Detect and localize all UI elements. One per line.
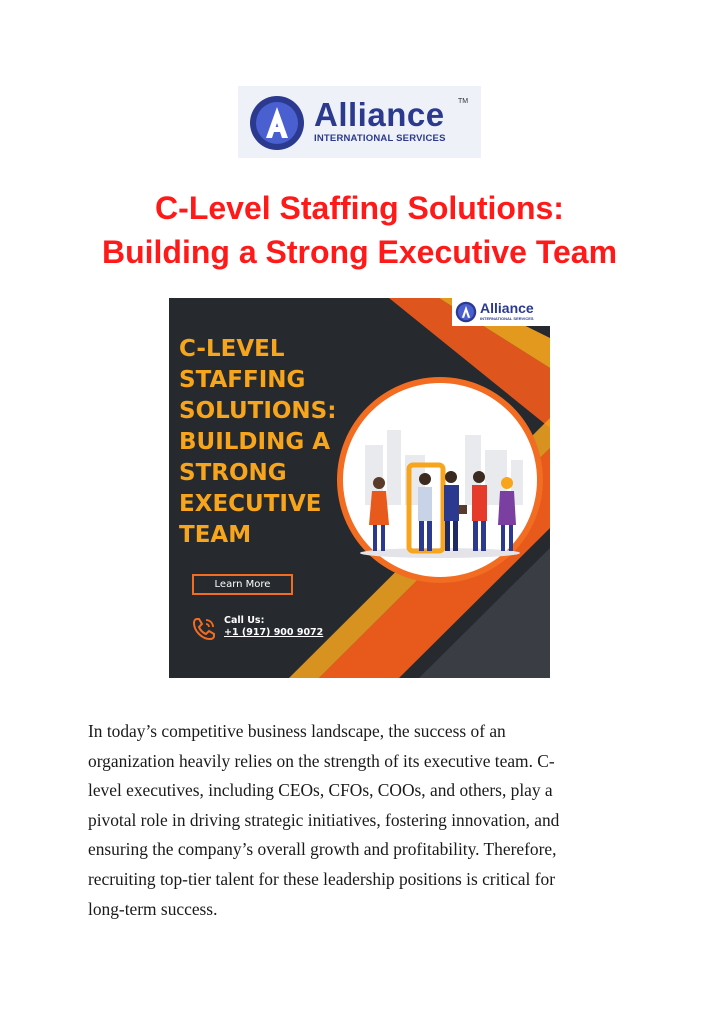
headline-line: C-LEVEL: [179, 336, 285, 362]
logo-subtitle: INTERNATIONAL SERVICES: [314, 133, 446, 144]
logo-mark-icon: [248, 94, 306, 152]
title-line-1: C-Level Staffing Solutions:: [155, 190, 564, 226]
mini-logo-brand: Alliance: [480, 300, 534, 316]
headline-line: STRONG: [179, 460, 287, 486]
promo-banner: [169, 298, 550, 678]
paragraph-line: In today’s competitive business landscape, the success of an: [88, 721, 506, 741]
headline-line: TEAM: [179, 522, 252, 548]
learn-more-button[interactable]: Learn More: [192, 574, 293, 595]
logo-brand-text: Alliance: [314, 96, 445, 133]
paragraph-line: recruiting top-tier talent for these leadership positions is critical for: [88, 868, 555, 889]
headline-line: SOLUTIONS:: [179, 398, 337, 424]
paragraph-line: level executives, including CEOs, CFOs, COOs, and others, play a: [88, 780, 553, 801]
headline-line: EXECUTIVE: [179, 491, 322, 517]
call-number-link[interactable]: +1 (917) 900 9072: [224, 627, 324, 638]
call-label: Call Us:: [224, 615, 265, 626]
alliance-logo: [238, 86, 481, 158]
paragraph-line: pivotal role in driving strategic initiatives, fostering innovation, and: [88, 809, 560, 830]
paragraph-line: organization heavily relies on the strength of its executive team. C-: [88, 750, 555, 771]
headline-line: STAFFING: [179, 367, 306, 393]
title-line-2: Building a Strong Executive Team: [101, 234, 618, 270]
logo-trademark: TM: [458, 98, 469, 105]
people-illustration-icon: [335, 375, 545, 585]
paragraph-line: long-term success.: [88, 898, 218, 919]
headline-line: BUILDING A: [179, 429, 331, 455]
mini-logo-mark-icon: [455, 301, 477, 323]
phone-icon: [191, 616, 217, 642]
page-title: [0, 186, 719, 274]
intro-paragraph: [88, 717, 633, 924]
paragraph-line: ensuring the company’s overall growth and profitability. Therefore,: [88, 839, 557, 860]
banner-mini-logo: [452, 298, 550, 326]
mini-logo-subtitle: INTERNATIONAL SERVICES: [480, 316, 534, 321]
